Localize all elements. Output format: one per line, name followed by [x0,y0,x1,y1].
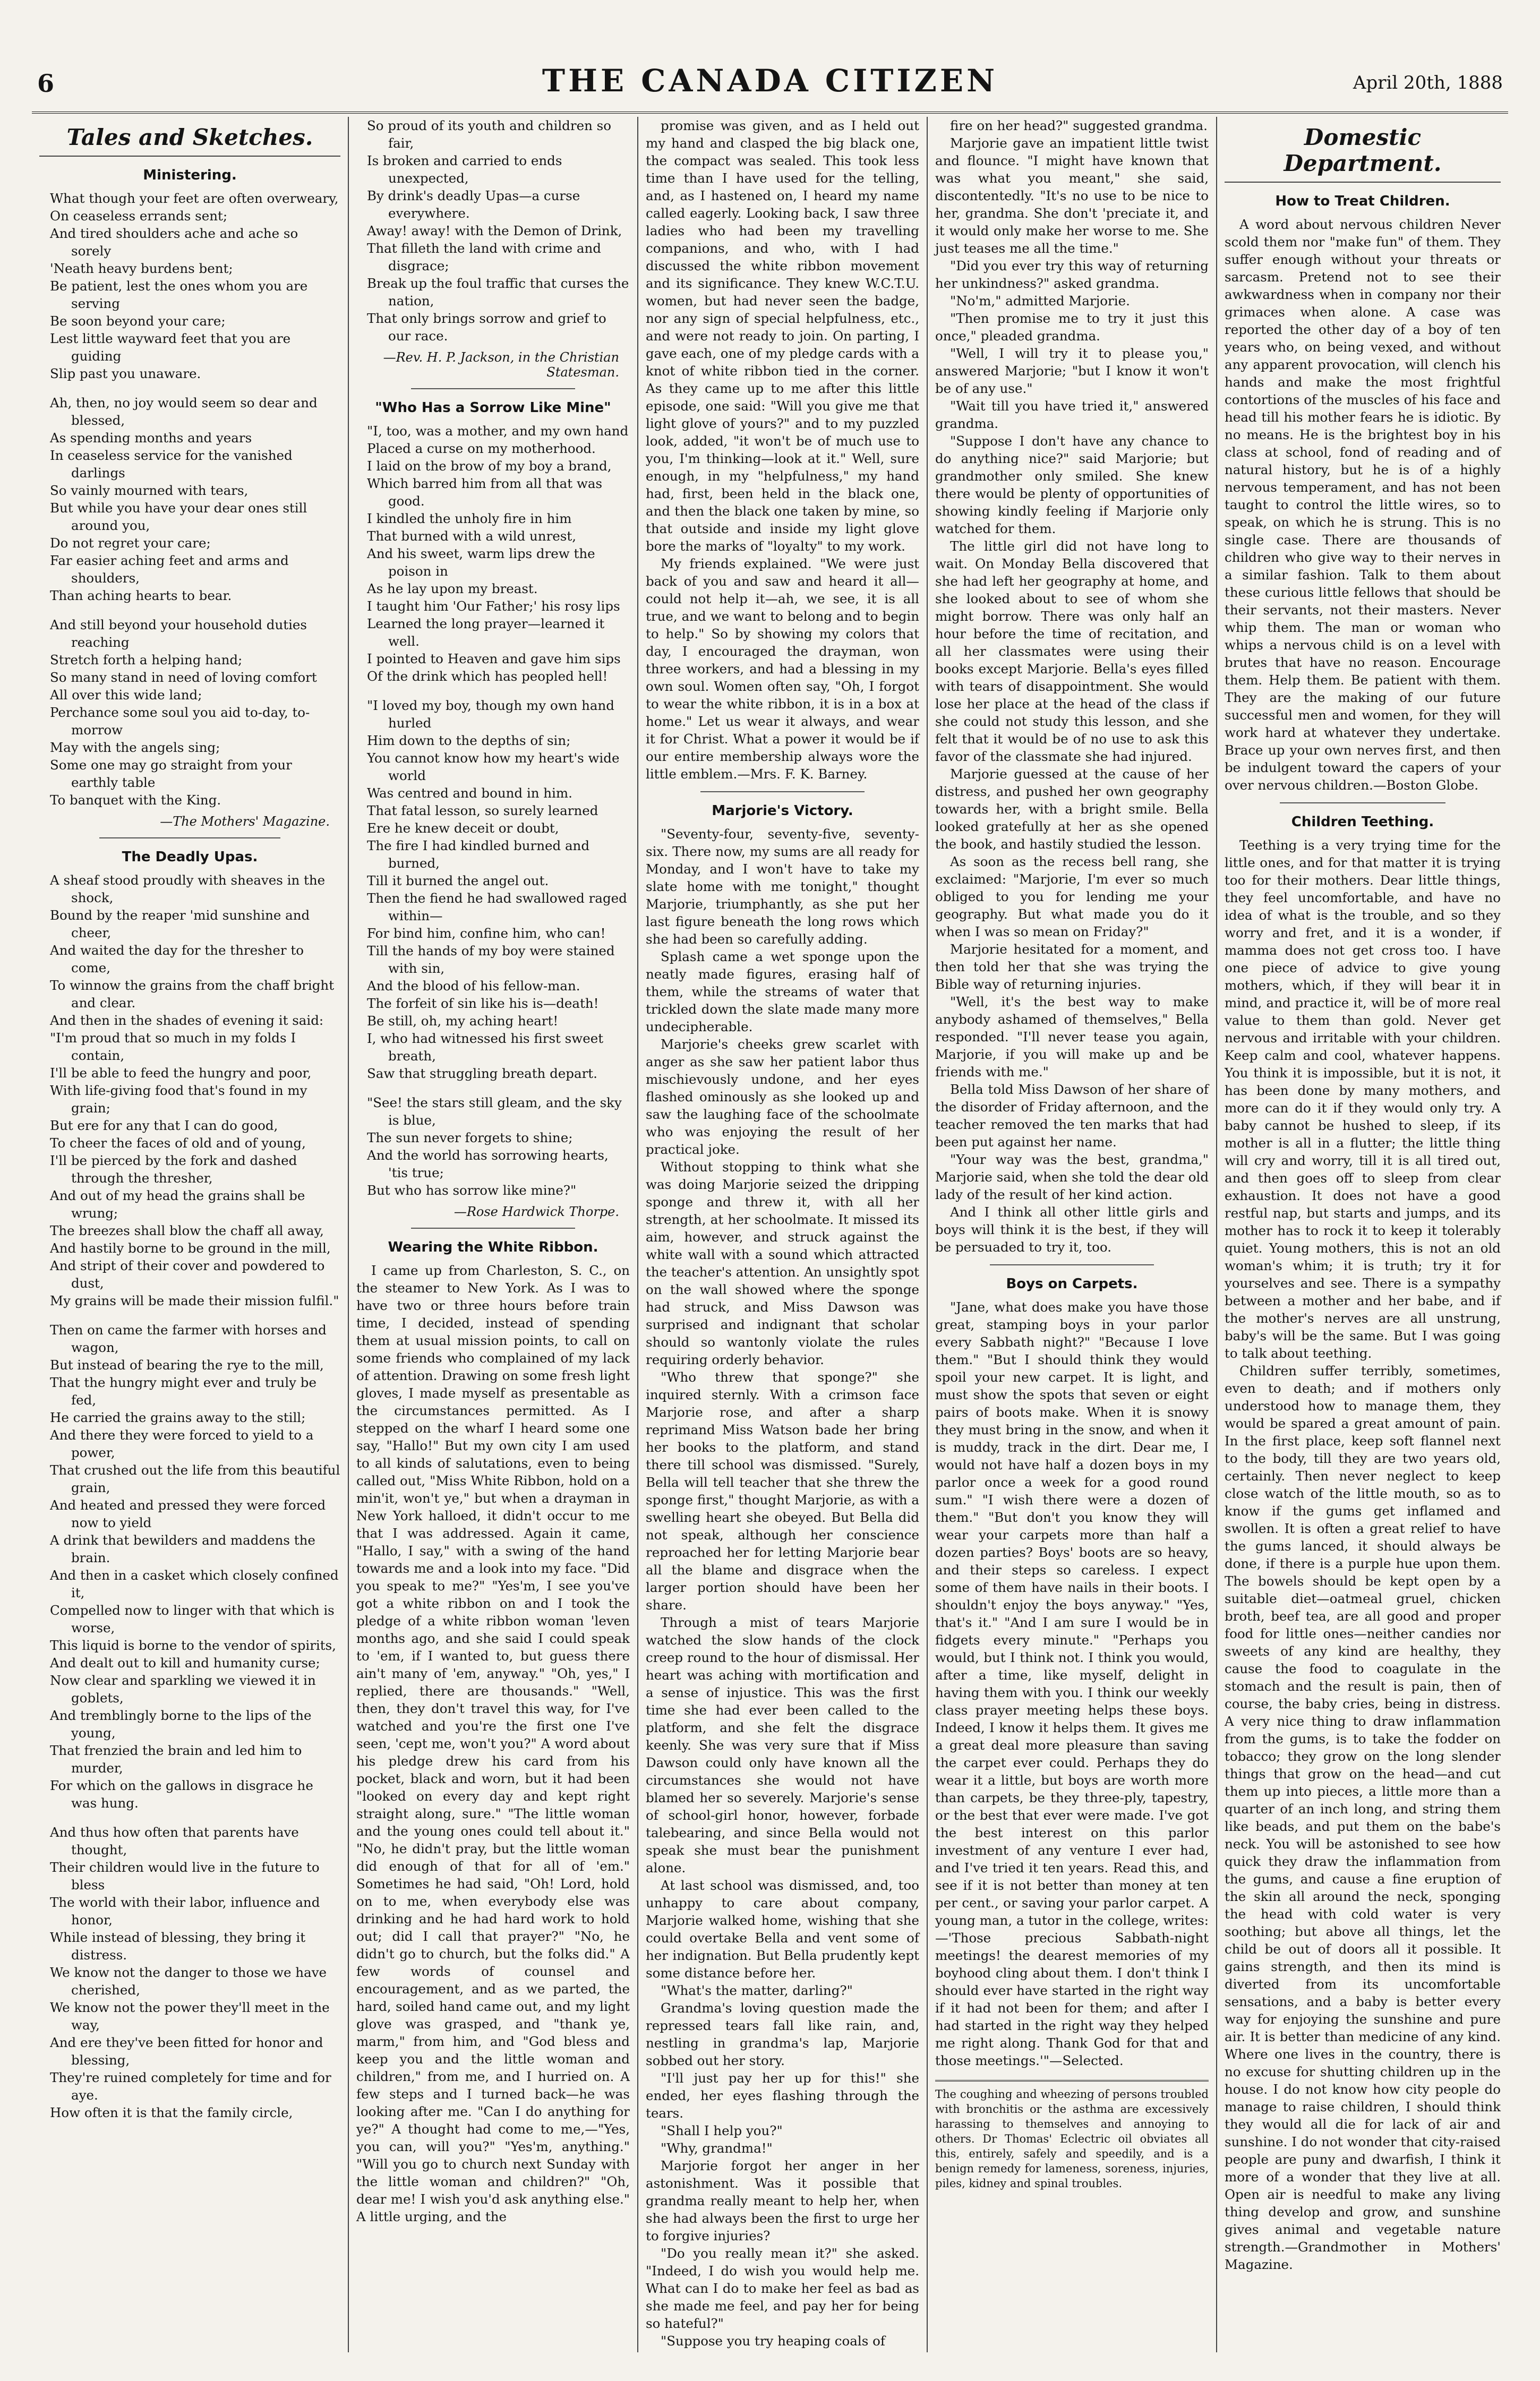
column-5 [1216,117,1508,2352]
paragraph: The little girl did not have long to wait. On Monday Bella discovered that she had left her geography at home, and she looked about to see of whom she might borrow. There was only half an hour before the time of recitation, and all her classmates were using their books except Marjorie. Bella's eyes filled with tears of disappointment. She would lose her place at the head of the class if she could not study this lesson, and she felt that it would be of no use to ask this favor of the classmate she had injured. [935,538,1209,764]
advertisement: The coughing and wheezing of persons troubled with bronchitis or the asthma are excessively harassing to themselves and annoying to others. Dr Thomas' Eclectric oil obviates all this, entirely, safely and speedily, and is a benign remedy for lameness, soreness, injuries, piles, kidney and spinal troubles. [935,2080,1209,2191]
paragraph: Marjorie forgot her anger in her astonishment. Was it possible that grandma really meant to help her, when she had always been the first to urge her to forgive injuries? [646,2158,919,2243]
article-title: Marjorie's Victory. [712,803,853,819]
paragraph: "Do you really mean it?" she asked. "Indeed, I do wish you would help me. What can I do to make her feel as bad as she made me feel, and pay her for being so hateful?" [646,2246,919,2331]
poem-body [356,422,630,1199]
article-body [935,1298,1209,2069]
poem-line: For bind him, confine him, who can! [367,926,606,941]
paragraph: At last school was dismissed, and, too unhappy to care about company, Marjorie walked home, wishing that she could overtake Bella and vent some of her indignation. But Bella prudently kept some distance before her. [646,1878,919,1981]
section-title-domestic: Domestic Department. [1225,117,1501,183]
poem-line: For which on the gallows in disgrace he was hung. [50,1778,313,1811]
poem-line: And dealt out to kill and humanity curse; [50,1655,320,1671]
article-body-continued [646,117,919,783]
poem-line: Lest little wayward feet that you are guiding [50,331,291,364]
poem-title: Ministering. [143,167,237,183]
poem-line: Of the drink which has peopled hell! [367,669,608,684]
poem-line: That the hungry might ever and truly be fed, [50,1375,316,1408]
divider [990,1264,1154,1265]
paragraph: "What's the matter, darling?" [661,1983,853,1998]
poem-line: Then the fiend he had swallowed raged within— [367,890,627,923]
paragraph: "Shall I help you?" [661,2123,783,2138]
poem-line: And heated and pressed they were forced now to yield [50,1497,326,1530]
poem-line: I laid on the brow of my boy a brand, [367,458,612,474]
issue-date: April 20th, 1888 [1353,72,1503,93]
poem-line: A sheaf stood proudly with sheaves in the shock, [50,872,326,905]
stanza-break [39,1812,340,1823]
paragraph: I came up from Charleston, S. C., on the steamer to New York. As I was to have two or three hours before train time, I decided, instead of spending them at usual mission points, to call on some friends who complained of my lack of attention. Drawing on some fresh light gloves, I made myself as presentable as the circumstances permitted. As I stepped on the wharf I heard some one say, "Hallo!" But my own city I am used to all kinds of salutations, even to being called out, "Miss White Ribbon, hold on a min'it, won't ye," but when a drayman in New York halloed, it didn't occur to me that I was addressed. Again it came, "Hallo, I say," with a swing of the hand towards me and a look into my face. "Did you speak to me?" "Yes'm, I see you've got a white ribbon on and I took the pledge of a white ribbon woman 'leven months ago, and she said I could speak to 'em, if I wanted to, but guess there ain't many of 'em, anyway." "Oh, yes," I replied, there are thousands." "Well, then, they don't travel this way, for I've watched and you're the first one I've seen, 'cept me, won't you?" A word about his pledge drew his card from his pocket, black and worn, but it had been "looked on every day and kept right straight along, sure." "The little woman and the young ones could tell about it." "No, he didn't pray, but the little woman did enough of that for all of 'em." Sometimes he had said, "Oh! Lord, hold on to me, when everybody else was drinking and he had hard work to hold out; did I call that prayer?" "No, he didn't go to church, but the folks did." A few words of counsel and encouragement, and as we parted, the hard, soiled hand came out, and my light glove was grasped, and "thank ye, marm," from him, and "God bless and keep you and the little woman and children," from me, and I hurried on. A few steps and I turned back—he was looking after me. "Can I do anything for ye?" A thought had come to me,—"Yes, you can, will you?" "Yes'm, anything." "Will you go to church next Sunday with the little woman and children?" "Oh, dear me! I wish you'd ask anything else." A little urging, and the [356,1263,630,2224]
paragraph: Without stopping to think what she was doing Marjorie seized the dripping sponge and threw it, with all her strength, at her schoolmate. It missed its aim, however, and struck against the white wall with a sound which attracted the teacher's attention. An unsightly spot on the wall showed where the sponge had struck, and Miss Dawson was surprised and indignant that scholar should so wantonly violate the rules requiring orderly behavior. [646,1159,919,1367]
poem-line: Till it burned the angel out. [367,873,549,888]
poem-body [39,190,340,809]
paragraph: And I think all other little girls and boys will think it is the best, if they will be persuaded to try it, too. [935,1204,1209,1255]
article-title: How to Treat Children. [1275,193,1450,209]
article-body [1225,836,1501,2273]
stanza-break [356,1082,630,1094]
poem-line: With life-giving food that's found in my grain; [50,1083,307,1116]
poem-line: "See! the stars still gleam, and the sky is blue, [367,1095,622,1128]
poem-line: This liquid is borne to the vendor of spirits, [50,1638,336,1653]
poem-body-continued [356,117,630,345]
poem-line: To cheer the faces of old and of young, [50,1135,306,1151]
poem-line: You cannot know how my heart's wide world [367,750,620,783]
poem-line: What though your feet are often overweary, [50,191,339,206]
page-number: 6 [37,69,55,98]
paragraph: "Then promise me to try it just this once," pleaded grandma. [935,311,1209,344]
poem-line: I'll be able to feed the hungry and poor, [50,1065,312,1081]
divider [1280,802,1445,803]
poem-line: While instead of blessing, they bring it distress. [50,1930,306,1963]
masthead [32,53,1508,114]
poem-line: I kindled the unholy fire in him [367,511,572,526]
poem-line: That fatal lesson, so surely learned [367,803,598,818]
paragraph: "Did you ever try this way of returning her unkindness?" asked grandma. [935,258,1209,291]
divider [411,388,575,389]
paragraph: Grandma's loving question made the repressed tears fall like rain, and, nestling in grandma's lap, Marjorie sobbed out her story. [646,2000,919,2068]
paragraph: Marjorie gave an impatient little twist and flounce. "I might have known that was what you meant," she said, discontentedly. "It's no use to be nice to her, grandma. She don't 'preciate it, and it would only make her worse to me. She just teases me all the time." [935,135,1209,256]
poem-line: We know not the danger to those we have cherished, [50,1965,327,1998]
poem-line: And then in a casket which closely confined it, [50,1568,339,1600]
article-body [646,825,919,2350]
poem-line: Him down to the depths of sin; [367,733,571,748]
poem-line: Compelled now to linger with that which is worse, [50,1603,335,1635]
paragraph: fire on her head?" suggested grandma. [950,118,1208,133]
poem-line: My grains will be made their mission fulfil." [50,1293,339,1308]
stanza-break [356,685,630,697]
poem-line: On ceaseless errands sent; [50,208,228,224]
poem-line: Do not regret your care; [50,535,211,551]
poem-title: The Deadly Upas. [122,849,258,865]
columns [32,117,1508,2352]
poem-line: How often it is that the family circle, [50,2105,293,2120]
poem-line: May with the angels sing; [50,740,220,755]
poem-line: I taught him 'Our Father;' his rosy lips [367,598,620,614]
poem-line: The sun never forgets to shine; [367,1130,573,1145]
poem-line: The forfeit of sin like his is—death! [367,996,599,1011]
poem-line: 'Neath heavy burdens bent; [50,261,233,276]
divider [700,791,865,792]
newspaper-page [32,53,1508,2358]
poem-line: "I'm proud that so much in my folds I contain, [50,1030,296,1063]
paragraph: Bella told Miss Dawson of her share of the disorder of Friday afternoon, and the teacher removed the ten marks that had been put against her name. [935,1082,1209,1150]
poem-attribution: —Rose Hardwick Thorpe. [454,1204,619,1219]
poem-line: Learned the long prayer—learned it well. [367,616,605,649]
poem-line: We know not the power they'll meet in the way, [50,2000,330,2033]
poem-line: That filleth the land with crime and disgrace; [367,241,601,273]
article-body [356,1262,630,2225]
article-title: Wearing the White Ribbon. [388,1239,598,1255]
paragraph: "Suppose you try heaping coals of [661,2333,885,2349]
poem-line: As spending months and years [50,430,252,446]
paragraph: A word about nervous children Never scold them nor "make fun" of them. They suffer enough without your threats or sarcasm. Pretend not to see their awkwardness when in company nor their grimaces when alone. A case was reported the other day of a boy of ten years who, on being vexed, and without any apparent provocation, will clench his hands and make the most frightful contortions of the muscles of his face and head till his mother fears he is idiotic. By no means. He is the brightest boy in his class at school, fond of reading and of natural history, but he is of a highly nervous temperament, and has not been taught to control the little wires, so to speak, on which he is strung. This is no single case. There are thousands of children who give way to their nerves in a similar fashion. Talk to them about these curious little fellows that should be their servants, not their masters. Never whip them. The man or woman who whips a nervous child is on a level with brutes that have no reason. Encourage them. Help them. Be patient with them. They are the making of our future successful men and women, for they will work hard at whatever they undertake. Brace up your own nerves first, and then be indulgent toward the capers of your over nervous children.—Boston Globe. [1225,217,1501,793]
poem-line: Slip past you unaware. [50,366,201,381]
poem-line: And the world has sorrowing hearts, 'tis true; [367,1147,609,1180]
poem-line: That frenzied the brain and led him to murder, [50,1743,302,1776]
stanza-break [39,1309,340,1321]
poem-line: Ere he knew deceit or doubt, [367,820,559,836]
poem-line: And thus how often that parents have thought, [50,1825,299,1857]
poem-line: So vainly mourned with tears, [50,483,249,498]
poem-line: So many stand in need of loving comfort [50,670,317,685]
poem-attribution: —Rev. H. P. Jackson, in the Christian Statesman. [383,350,619,380]
poem-line: "I loved my boy, though my own hand hurled [367,698,614,731]
poem-line: Be still, oh, my aching heart! [367,1013,559,1029]
poem-line: In ceaseless service for the vanished darlings [50,448,293,481]
poem-line: But instead of bearing the rye to the mill, [50,1357,324,1373]
poem-line: All over this wide land; [50,687,202,703]
poem-line: And out of my head the grains shall be wrung; [50,1188,305,1221]
poem-line: Bound by the reaper 'mid sunshine and cheer, [50,907,310,940]
poem-line: To winnow the grains from the chaff bright and clear. [50,978,335,1010]
poem-line: And tired shoulders ache and ache so sorely [50,226,298,259]
poem-line: That crushed out the life from this beautiful grain, [50,1462,340,1495]
poem-line: I'll be pierced by the fork and dashed through the thresher, [50,1153,297,1186]
paragraph: "I'll just pay her up for this!" she ended, her eyes flashing through the tears. [646,2070,919,2121]
paragraph: As soon as the recess bell rang, she exclaimed: "Marjorie, I'm ever so much obliged to you for lending me your geography. But what made you do it when I was so mean on Friday?" [935,854,1209,939]
poem-line: He carried the grains away to the still; [50,1410,306,1425]
poem-line: Saw that struggling breath depart. [367,1066,597,1081]
poem-line: Be soon beyond your care; [50,313,226,329]
poem-line: Placed a curse on my motherhood. [367,441,596,456]
poem-line: And hastily borne to be ground in the mill, [50,1240,331,1256]
paragraph: "No'm," admitted Marjorie. [950,293,1130,309]
poem-line: Then on came the farmer with horses and wagon, [50,1322,327,1355]
divider [411,1228,575,1229]
divider [99,837,280,838]
stanza-break [39,604,340,616]
column-2 [348,117,637,2352]
poem-line: But who has sorrow like mine?" [367,1183,577,1198]
paragraph: My friends explained. "We were just back of you and saw and heard it all—could not help it—ah, we see, it is all true, and we want to belong and to begin to help." So by showing my colors that day, I encouraged the drayman, won three workers, and had a blessing in my own soul. Women often say, "Oh, I forgot to wear the white ribbon, it is in a box at home." Let us wear it always, and wear it for Christ. What a power it would be if our entire membership always wore the little emblem.—Mrs. F. K. Barney. [646,556,919,782]
poem-line: I pointed to Heaven and gave him sips [367,651,621,666]
article-title: Boys on Carpets. [1006,1276,1138,1292]
poem-line: Till the hands of my boy were stained with sin, [367,943,615,976]
poem-line: The world with their labor, influence and honor, [50,1895,320,1928]
poem-line: Than aching hearts to bear. [50,588,232,603]
poem-line: And still beyond your household duties reaching [50,617,307,650]
poem-line: They're ruined completely for time and for aye. [50,2070,331,2103]
paragraph: Children suffer terribly, sometimes, even to death; and if mothers only understood how to manage them, they would be spared a great amount of pain. In the first place, keep soft flannel next to the body, till they are two years old, certainly. Then never neglect to keep close watch of the little mouth, so as to know if the gums get inflamed and swollen. It is often a great relief to have the gums lanced, it should always be done, if there is a purple hue upon them. The bowels should be kept open by a suitable diet—oatmeal gruel, chicken broth, beef tea, are all good and proper food for little ones—neither candies nor sweets of any kind are healthy, they cause the food to coagulate in the stomach and the result is pain, then of course, the baby cries, being in distress. A very nice thing to draw inflammation from the gums, is to take the fodder on tobacco; they grow on the long slender things that grow on the head—and cut them up into pieces, a little more than a quarter of an inch long, and string them like beads, and put them on the babe's neck. You will be astonished to see how quick they draw the inflammation from the gums, and cause a fine eruption of the skin all around the neck, sponging the head with cold water is very soothing; but above all things, let the child be out of doors all it possible. It gains strength, and then its mind is diverted from its uncomfortable sensations, and a baby is better every way for enjoying the sunshine and pure air. It is better than medicine of any kind. Where one lives in the country, there is no excuse for shutting children up in the house. I do not know how city people do manage to raise children, I should think they would all die for lack of air and sunshine. I do not wonder that city-raised people are puny and dwarfish, I think it more of a wonder that they live at all. Open air is needful to make any living thing develop and grow, and sunshine gives animal and vegetable nature strength.—Grandmother in Mothers' Magazine. [1225,1363,1501,2272]
paragraph: "Suppose I don't have any chance to do anything nice?" said Marjorie; but grandmother only smiled. She knew there would be plenty of opportunities of showing kindly feeling if Marjorie only watched for them. [935,433,1209,536]
poem-line: Was centred and bound in him. [367,785,572,801]
paragraph: "Well, it's the best way to make anybody ashamed of themselves," Bella responded. "I'll never tease you again, Marjorie, if you will make up and be friends with me." [935,994,1209,1080]
paragraph: "Who threw that sponge?" she inquired sternly. With a crimson face Marjorie rose, and after a sharp reprimand Miss Watson bade her bring her books to the platform, and stand there till school was dismissed. "Surely, Bella will tell teacher that she threw the sponge first," thought Marjorie, as with a swelling heart she obeyed. But Bella did not speak, although her conscience reproached her for letting Marjorie bear all the blame and disgrace when the larger portion should have been her share. [646,1369,919,1613]
paragraph: "Your way was the best, grandma," Marjorie said, when she told the dear old lady of the result of her kind action. [935,1152,1209,1202]
article-body [1225,216,1501,794]
poem-line: But ere for any that I can do good, [50,1118,278,1133]
poem-line: So proud of its youth and children so fair, [367,118,611,151]
paragraph: "Jane, what does make you have those great, stamping boys in your parlor every Sabbath night?" "Because I love them." "But I should think they would spoil your new carpet. It is light, and must show the spots that seven or eight pairs of boots make. When it is snowy they must bring in the snow, and when it is muddy, track in the dirt. Dear me, I would not have half a dozen boys in my parlor once a week for a good round sum." "I wish there were a dozen of them." "But don't you know they will wear your carpets more than half a dozen parties? Boys' boots are so heavy, and their steps so careless. I expect some of them have nails in their boots. I shouldn't enjoy the boys anyway." "Yes, that's it." "And I am sure I would be in fidgets every minute." "Perhaps you would, but I think not. I think you would, after a time, like myself, delight in having them with you. I think our weekly class prayer meeting helps these boys. Indeed, I know it helps them. It gives me a great deal more pleasure than saving the carpet ever could. Perhaps they do wear it a little, but boys are worth more than carpets, be they three-ply, tapestry, or the best that ever were made. I've got the best interest on this parlor investment of any venture I ever had, and I've tried it ten years. Read this, and see if it is not better than money at ten per cent., or saving your parlor carpet. A young man, a tutor in the college, writes:—'Those precious Sabbath-night meetings! the dearest memories of my boyhood cling about them. I don't think I should ever have started in the right way if it had not been for them; and after I had started in the right way they helped me right along. Thank God for that and those meetings.'"—Selected. [935,1299,1209,2068]
poem-line: And waited the day for the thresher to come, [50,943,304,975]
poem-line: Away! away! with the Demon of Drink, [367,223,622,238]
poem-line: That burned with a wild unrest, [367,528,576,544]
poem-line: A drink that bewilders and maddens the brain. [50,1532,315,1565]
poem-line: Now clear and sparkling we viewed it in goblets, [50,1673,316,1706]
paragraph: Marjorie's cheeks grew scarlet with anger as she saw her patient labor thus mischievously undone, and her eyes flashed ominously as she looked up and saw the laughing face of the schoolmate who was enjoying the result of her practical joke. [646,1037,919,1157]
article-title: Children Teething. [1291,814,1434,830]
paragraph: "Wait till you have tried it," answered grandma. [935,398,1209,431]
column-1 [32,117,348,2352]
column-3 [637,117,927,2352]
paragraph: Splash came a wet sponge upon the neatly made figures, erasing half of them, while the streams of water that trickled down the slate made many more undecipherable. [646,949,919,1034]
paragraph: promise was given, and as I held out my hand and clasped the big black one, the compact was sealed. This took less time than I have used for the telling, and, as I hastened on, I heard my name called eagerly. Looking back, I saw three ladies who had been my travelling companions, and who, with I had discussed the white ribbon movement and its significance. They knew W.C.T.U. women, but had never seen the badge, nor any sign of special helpfulness, etc., and were not ready to join. On parting, I gave each, one of my pledge cards with a knot of white ribbon tied in the corner. As they came up to me after this little episode, one said: "Will you give me that light glove of yours?" and to my puzzled look, added, "it won't be of much use to you, I'm thinking—look at it." Well, sure enough, in my "helpfulness," my hand had, first, been held in the black one, and then the black one taken by mine, so that outside and inside my light glove bore the marks of "loyalty" to my work. [646,118,919,554]
poem-line: Break up the foul traffic that curses the nation, [367,276,629,309]
poem-line: Perchance some soul you aid to-day, to-morrow [50,705,310,738]
column-4 [927,117,1216,2352]
poem-line: And ere they've been fitted for honor and blessing, [50,2035,323,2068]
paragraph: "Seventy-four, seventy-five, seventy-six. There now, my sums are all ready for Monday, and I won't have to take my slate home with me tonight," thought Marjorie, triumphantly, as she put her last figure beneath the long rows which she had been so carefully adding. [646,826,919,947]
newspaper-title: THE CANADA CITIZEN [542,63,998,99]
poem-attribution: —The Mothers' Magazine. [160,814,330,829]
poem-title: "Who Has a Sorrow Like Mine" [375,400,611,416]
poem-line: And then in the shades of evening it said: [50,1013,324,1028]
poem-line: Their children would live in the future to bless [50,1860,320,1892]
poem-line: As he lay upon my breast. [367,581,538,596]
article-body-continued [935,117,1209,1256]
poem-line: Far easier aching feet and arms and shoulders, [50,553,289,586]
paragraph: Marjorie hesitated for a moment, and then told her that she was trying the Bible way of returning injuries. [935,941,1209,992]
poem-line: Ah, then, no joy would seem so dear and blessed, [50,395,318,428]
poem-line: The fire I had kindled burned and burned, [367,838,590,871]
poem-line: I, who had witnessed his first sweet breath, [367,1031,604,1064]
poem-line: And his sweet, warm lips drew the poison in [367,546,595,579]
paragraph: "Why, grandma!" [661,2140,773,2156]
poem-line: And there they were forced to yield to a power, [50,1427,314,1460]
poem-line: Is broken and carried to ends unexpected, [367,153,562,186]
poem-line: But while you have your dear ones still around you, [50,500,307,533]
poem-line: And tremblingly borne to the lips of the young, [50,1708,312,1741]
poem-line: And the blood of his fellow-man. [367,978,580,993]
poem-line: By drink's deadly Upas—a curse everywhere. [367,188,580,221]
poem-line: And stript of their cover and powdered to dust, [50,1258,325,1291]
paragraph: Teething is a very trying time for the little ones, and for that matter it is trying too for their mothers. Dear little things, they feel uncomfortable, and have no idea of what is the trouble, and so they worry and fret, and it is a wonder, if mamma does not get cross too. I have one piece of advice to give young mothers, which, if they will bear it in mind, and practice it, will be of more real value to them than gold. Never get nervous and irritable with your children. Keep calm and cool, whatever happens. You think it is impossible, but it is not, it has been done by many mothers, and more can do it if they would only try. A baby cannot be hushed to sleep, if its mother is all in a flutter; the little thing will cry and worry, till it is all tired out, and then goes off to sleep from clear exhaustion. It does not have a good restful nap, but starts and jumps, and its mother has to rock it to keep it tolerably quiet. Young mothers, this is not an old woman's whim; it is truth; try it for yourselves and see. There is a sympathy between a mother and her babe, and if the mother's nerves are all unstrung, baby's will be the same. But I was going to talk about teething. [1225,837,1501,1361]
paragraph: "Well, I will try it to please you," answered Marjorie; "but I know it won't be of any use." [935,346,1209,396]
poem-line: Some one may go straight from your earthly table [50,757,292,790]
poem-line: To banquet with the King. [50,792,221,808]
poem-line: Stretch forth a helping hand; [50,652,243,667]
poem-line: Be patient, lest the ones whom you are serving [50,278,308,311]
section-title-tales: Tales and Sketches. [39,117,340,157]
paragraph: Marjorie guessed at the cause of her distress, and pushed her own geography towards her, with a bright smile. Bella looked gratefully at her as she opened the book, and hastily studied the lesson. [935,766,1209,852]
poem-line: Which barred him from all that was good. [367,476,603,509]
poem-body [39,871,340,2121]
stanza-break [39,382,340,394]
paragraph: Through a mist of tears Marjorie watched the slow hands of the clock creep round to the hour of dismissal. Her heart was aching with mortification and a sense of injustice. This was the first time she had ever been called to the platform, and she felt the disgrace keenly. She was very sure that if Miss Dawson could only have known all the circumstances she would not have blamed her so severely. Marjorie's sense of school-girl honor, however, forbade talebearing, and since Bella would not speak she must bear the punishment alone. [646,1615,920,1875]
poem-line: That only brings sorrow and grief to our race. [367,311,606,344]
poem-line: The breezes shall blow the chaff all away, [50,1223,324,1238]
poem-line: "I, too, was a mother, and my own hand [367,423,629,439]
